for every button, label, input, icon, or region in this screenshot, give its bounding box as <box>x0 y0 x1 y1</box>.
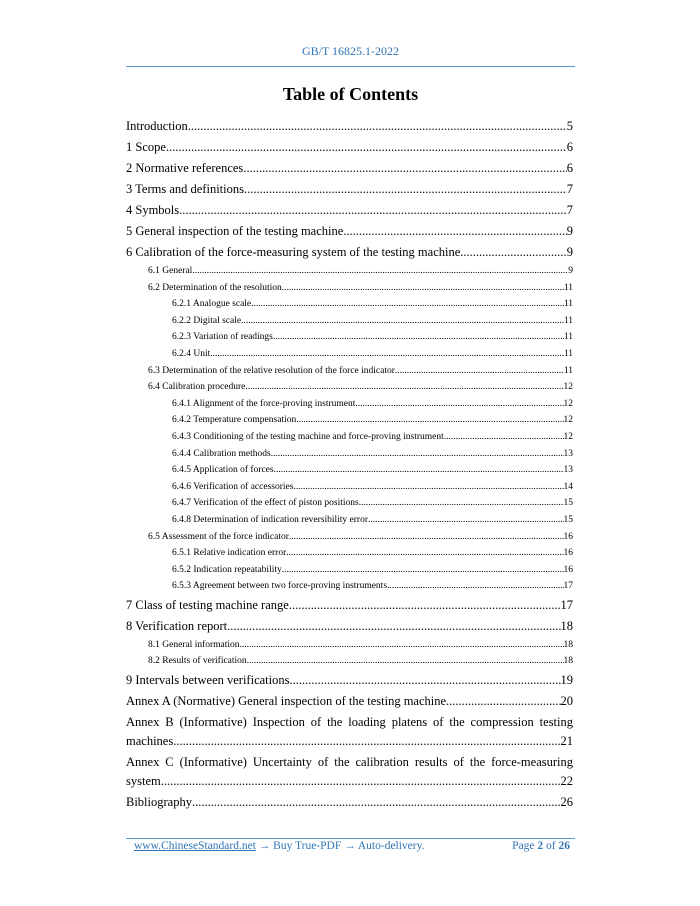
dot-leader <box>245 379 563 396</box>
toc-entry[interactable] <box>126 137 573 158</box>
toc-entry[interactable] <box>126 263 573 280</box>
toc-entry-page: 13 <box>563 465 573 476</box>
table-of-contents <box>126 116 573 813</box>
toc-entry-page: 16 <box>563 548 573 559</box>
dot-leader <box>243 158 566 179</box>
toc-entry[interactable] <box>126 200 573 221</box>
dot-leader <box>161 772 561 791</box>
toc-entry[interactable] <box>126 595 573 616</box>
toc-entry[interactable] <box>126 221 573 242</box>
toc-entry-page: 9 <box>568 266 573 276</box>
toc-entry-label: 6.4.7 Verification of the effect of piston positions <box>172 498 359 509</box>
toc-entry-label: 3 Terms and definitions <box>126 182 244 196</box>
toc-entry-label: 7 Class of testing machine range <box>126 597 289 612</box>
dot-leader <box>282 562 564 579</box>
toc-entry[interactable] <box>126 296 573 313</box>
toc-entry-label-continued: machines <box>126 734 174 749</box>
toc-entry[interactable] <box>126 429 573 446</box>
dot-leader <box>247 653 564 670</box>
toc-entry[interactable] <box>126 446 573 463</box>
toc-entry-label: Annex B (Informative) Inspection of the loading platens of the compression testing <box>126 715 573 730</box>
toc-entry-label: 8.2 Results of verification <box>148 656 247 667</box>
dot-leader <box>387 578 563 595</box>
toc-entry-label: 2 Normative references <box>126 161 244 175</box>
toc-entry[interactable] <box>126 412 573 429</box>
toc-entry-page: 18 <box>560 618 573 633</box>
dot-leader <box>289 595 561 616</box>
toc-entry-page: 5 <box>566 119 573 133</box>
page-title: Table of Contents <box>282 84 419 104</box>
toc-entry[interactable] <box>126 616 573 637</box>
page-of-word: of <box>546 840 556 852</box>
toc-entry-page: 18 <box>563 656 573 667</box>
dot-leader <box>210 346 564 363</box>
toc-entry[interactable] <box>126 280 573 297</box>
toc-entry-label: 6.4.4 Calibration methods <box>172 448 271 459</box>
buy-link[interactable]: Buy True-PDF <box>273 840 342 852</box>
toc-entry-page: 9 <box>566 224 573 238</box>
page-number <box>512 840 570 852</box>
toc-entry-label: 6.3 Determination of the relative resolution of the force indicator <box>148 365 395 376</box>
toc-entry-page: 6 <box>566 140 573 154</box>
delivery-text: Auto-delivery. <box>357 840 425 852</box>
page-current: 2 <box>537 840 544 852</box>
dot-leader <box>446 691 560 712</box>
toc-entry-page: 16 <box>563 564 573 575</box>
toc-entry-page: 11 <box>563 332 573 343</box>
toc-entry[interactable] <box>126 379 573 396</box>
toc-entry[interactable] <box>126 396 573 413</box>
dot-leader <box>241 313 564 330</box>
footer-promo <box>134 840 425 852</box>
toc-entry-label: 5 General inspection of the testing machine <box>126 224 344 238</box>
toc-entry[interactable] <box>126 752 573 792</box>
dot-leader <box>271 446 564 463</box>
dot-leader <box>273 329 564 346</box>
toc-entry-page: 11 <box>563 365 573 376</box>
dot-leader <box>368 512 563 529</box>
toc-entry-label: Bibliography <box>126 795 192 810</box>
dot-leader <box>289 670 560 691</box>
dot-leader <box>251 296 564 313</box>
dot-leader <box>166 137 567 158</box>
toc-entry-label: 4 Symbols <box>126 203 180 217</box>
toc-entry-label: 6.5 Assessment of the force indicator <box>148 531 289 542</box>
toc-entry-page: 7 <box>566 203 573 217</box>
toc-entry-label: 6.5.3 Agreement between two force-proving instruments <box>172 581 388 592</box>
toc-entry-label: 6.2.2 Digital scale <box>172 315 242 326</box>
dot-leader <box>293 479 563 496</box>
toc-entry[interactable] <box>126 158 573 179</box>
toc-entry-label: 6.4.2 Temperature compensation <box>172 415 297 426</box>
header-divider <box>126 66 575 67</box>
toc-entry-label: 6.4.8 Determination of indication reversibility error <box>172 514 369 525</box>
toc-entry[interactable] <box>126 313 573 330</box>
toc-entry[interactable] <box>126 479 573 496</box>
toc-entry-label: 6.4.3 Conditioning of the testing machine and force-proving instrument <box>172 431 444 442</box>
toc-entry[interactable] <box>126 545 573 562</box>
toc-entry[interactable] <box>126 116 573 137</box>
toc-entry-label: 6.2 Determination of the resolution <box>148 282 282 293</box>
toc-entry-label: 6.4.5 Application of forces <box>172 465 274 476</box>
dot-leader <box>282 280 564 297</box>
toc-entry-label: 8.1 General information <box>148 639 240 650</box>
toc-entry[interactable] <box>126 329 573 346</box>
toc-entry-page: 7 <box>566 182 573 196</box>
toc-entry[interactable] <box>126 792 573 813</box>
toc-entry-page: 11 <box>563 348 573 359</box>
page-total: 26 <box>558 840 570 852</box>
page-word: Page <box>512 840 535 852</box>
toc-entry-page: 19 <box>560 673 573 688</box>
toc-entry-page: 9 <box>566 245 573 259</box>
dot-leader <box>359 495 564 512</box>
toc-entry[interactable] <box>126 242 573 263</box>
footer-divider <box>126 838 575 839</box>
toc-entry-page: 12 <box>563 382 573 393</box>
toc-entry-page: 12 <box>563 398 573 409</box>
toc-entry-page: 6 <box>566 161 573 175</box>
toc-entry-page: 17 <box>560 597 573 612</box>
toc-entry[interactable] <box>126 529 573 546</box>
toc-entry-label: 9 Intervals between verifications <box>126 673 290 688</box>
dot-leader <box>343 221 566 242</box>
toc-entry-page: 13 <box>563 448 573 459</box>
dot-leader <box>192 263 568 280</box>
toc-entry-page: 12 <box>563 431 573 442</box>
dot-leader <box>274 462 564 479</box>
toc-entry-label: 6.2.4 Unit <box>172 348 211 359</box>
dot-leader <box>355 396 563 413</box>
toc-entry-page: 16 <box>563 531 573 542</box>
dot-leader <box>192 792 561 813</box>
toc-entry[interactable] <box>126 495 573 512</box>
toc-entry-page: 11 <box>563 282 573 293</box>
arrow-right-icon: → <box>258 840 271 852</box>
dot-leader <box>240 637 564 654</box>
toc-entry-label: Annex A (Normative) General inspection of the testing machine <box>126 694 447 709</box>
dot-leader <box>188 116 567 137</box>
toc-entry-label-continued: system <box>126 774 161 789</box>
dot-leader <box>244 179 567 200</box>
dot-leader <box>173 732 560 751</box>
toc-entry-label: 6.2.1 Analogue scale <box>172 299 252 310</box>
toc-entry-page: 21 <box>560 734 573 749</box>
toc-entry[interactable] <box>126 512 573 529</box>
dot-leader <box>227 616 560 637</box>
toc-entry-label: 6.5.2 Indication repeatability <box>172 564 282 575</box>
toc-entry-label: 6 Calibration of the force-measuring system of the testing machine <box>126 245 461 259</box>
toc-entry-label: 6.4 Calibration procedure <box>148 382 246 393</box>
toc-entry-page: 15 <box>563 514 573 525</box>
dot-leader <box>296 412 563 429</box>
toc-entry-page: 26 <box>560 795 573 810</box>
toc-entry-label: 1 Scope <box>126 140 166 154</box>
toc-entry[interactable] <box>126 179 573 200</box>
toc-entry[interactable] <box>126 346 573 363</box>
toc-entry[interactable] <box>126 363 573 380</box>
dot-leader <box>289 529 564 546</box>
toc-entry-label: 6.1 General <box>148 266 193 276</box>
site-link[interactable]: www.ChineseStandard.net <box>134 840 256 852</box>
arrow-right-icon: → <box>344 840 356 852</box>
toc-entry[interactable] <box>126 578 573 595</box>
toc-entry[interactable] <box>126 691 573 712</box>
toc-entry[interactable] <box>126 462 573 479</box>
dot-leader <box>286 545 563 562</box>
document-id-header: GB/T 16825.1-2022 <box>301 44 400 58</box>
toc-entry-page: 14 <box>563 481 573 492</box>
dot-leader <box>460 242 566 263</box>
toc-entry-page: 20 <box>560 694 573 709</box>
dot-leader <box>179 200 567 221</box>
toc-entry-page: 17 <box>563 581 573 592</box>
toc-entry-page: 22 <box>560 774 573 789</box>
toc-entry-page: 18 <box>563 639 573 650</box>
toc-entry-page: 12 <box>563 415 573 426</box>
toc-entry[interactable] <box>126 637 573 654</box>
toc-entry-page: 15 <box>563 498 573 509</box>
dot-leader <box>444 429 564 446</box>
toc-entry-page: 11 <box>563 315 573 326</box>
toc-entry-label: 6.5.1 Relative indication error <box>172 548 287 559</box>
toc-entry[interactable] <box>126 653 573 670</box>
toc-entry-page: 11 <box>563 299 573 310</box>
toc-entry[interactable] <box>126 670 573 691</box>
toc-entry-label: Annex C (Informative) Uncertainty of the calibration results of the force-measuring <box>126 755 573 770</box>
toc-entry-label: 8 Verification report <box>126 618 228 633</box>
toc-entry[interactable] <box>126 712 573 752</box>
dot-leader <box>395 363 564 380</box>
toc-entry-label: 6.4.1 Alignment of the force-proving instrument <box>172 398 356 409</box>
toc-entry-label: Introduction <box>126 119 188 133</box>
toc-entry-label: 6.4.6 Verification of accessories <box>172 481 294 492</box>
toc-entry-label: 6.2.3 Variation of readings <box>172 332 273 343</box>
toc-entry[interactable] <box>126 562 573 579</box>
